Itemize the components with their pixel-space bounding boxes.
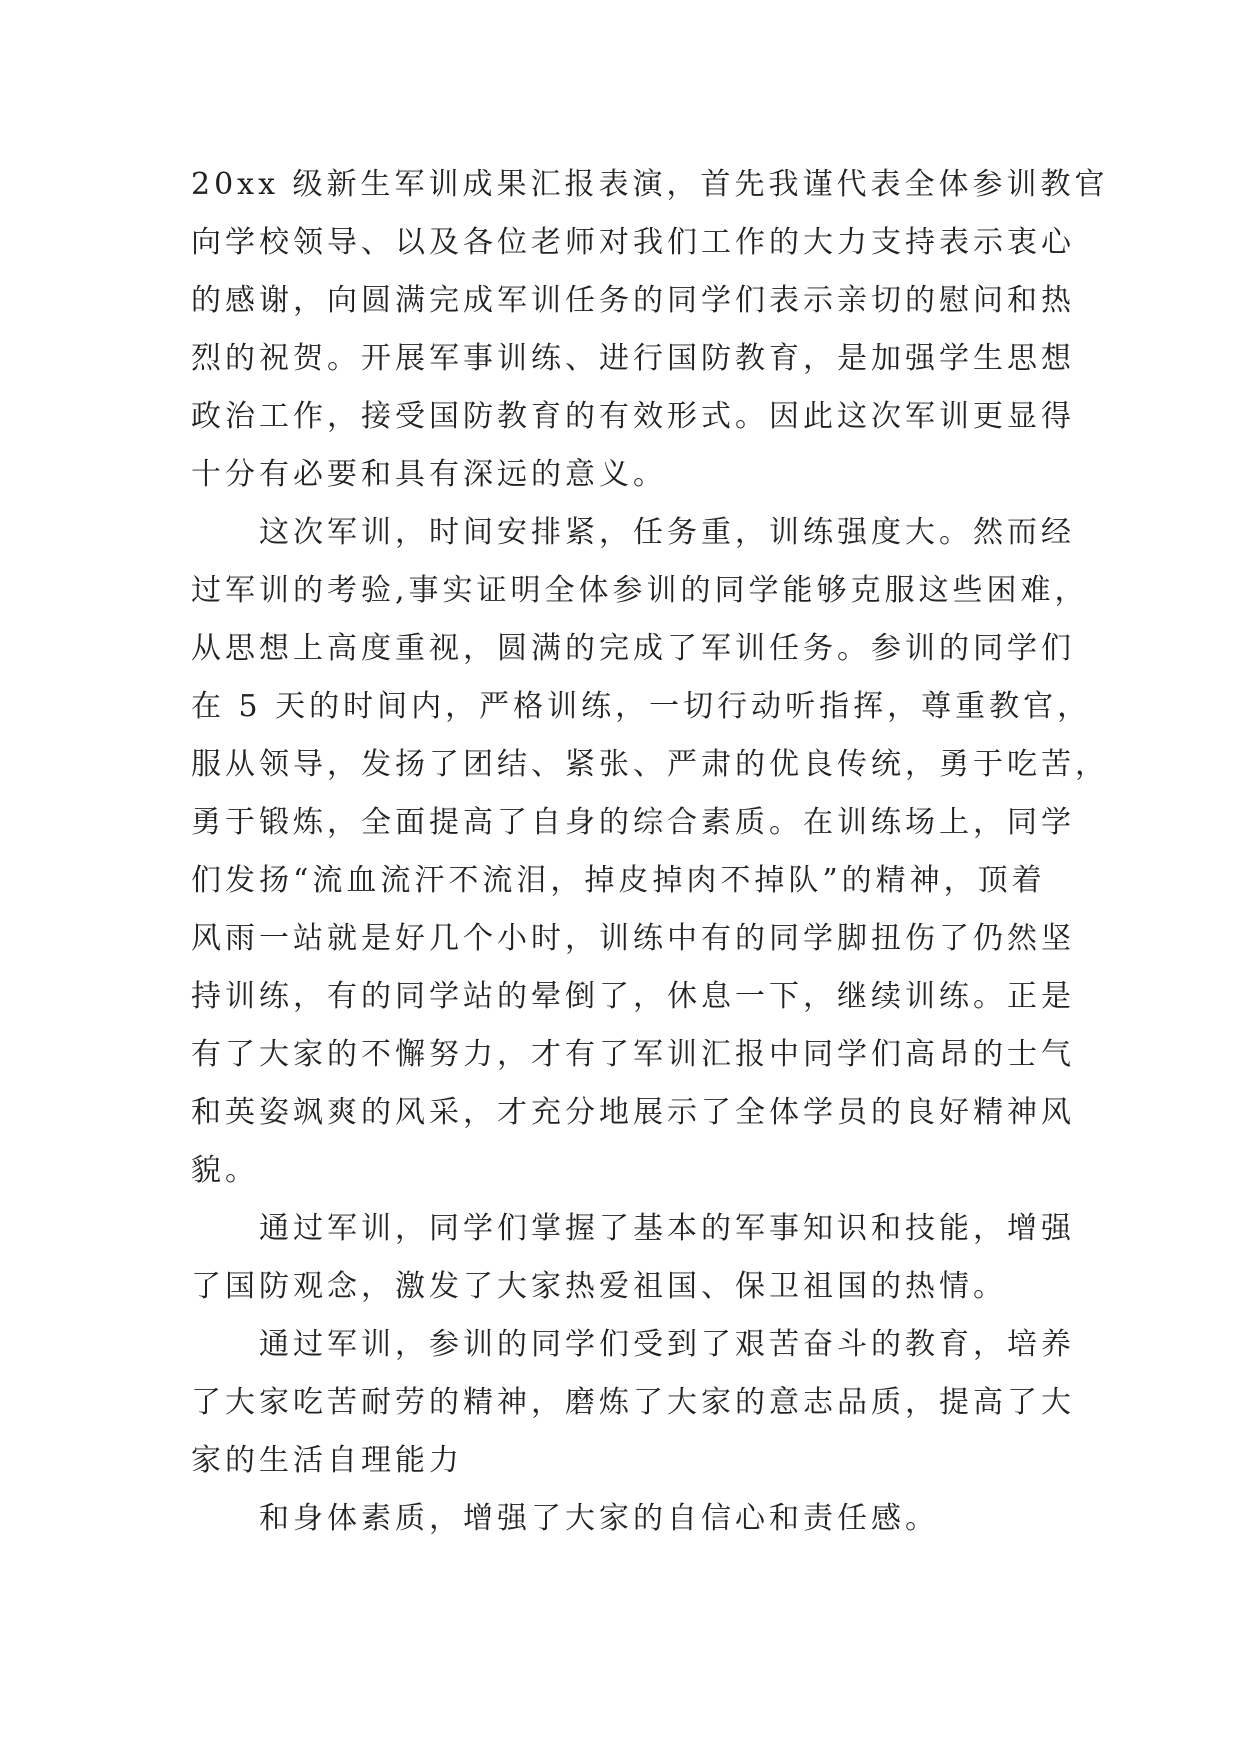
text-line: 貌。 (191, 1153, 259, 1188)
text-line: 家的生活自理能力 (191, 1443, 463, 1478)
text-line: 这次军训，时间安排紧，任务重，训练强度大。然而经 (191, 515, 1075, 550)
text-line: 通过军训，参训的同学们受到了艰苦奋斗的教育，培养 (191, 1327, 1075, 1362)
text-line: 们发扬“流血流汗不流泪，掉皮掉肉不掉队”的精神，顶着 (191, 863, 1046, 898)
text-line: 从思想上高度重视，圆满的完成了军训任务。参训的同学们 (191, 631, 1075, 666)
text-line: 风雨一站就是好几个小时，训练中有的同学脚扭伤了仍然坚 (191, 921, 1075, 956)
text-line: 勇于锻炼，全面提高了自身的综合素质。在训练场上，同学 (191, 805, 1075, 840)
text-line: 持训练，有的同学站的晕倒了，休息一下，继续训练。正是 (191, 979, 1075, 1014)
text-line: 烈的祝贺。开展军事训练、进行国防教育，是加强学生思想 (191, 341, 1075, 376)
text-line: 政治工作，接受国防教育的有效形式。因此这次军训更显得 (191, 399, 1075, 434)
text-line: 十分有必要和具有深远的意义。 (191, 457, 667, 492)
text-line: 向学校领导、以及各位老师对我们工作的大力支持表示衷心 (191, 225, 1075, 260)
text-line: 和身体素质，增强了大家的自信心和责任感。 (191, 1501, 939, 1536)
text-line: 有了大家的不懈努力，才有了军训汇报中同学们高昂的士气 (191, 1037, 1075, 1072)
text-line: 服从领导，发扬了团结、紧张、严肃的优良传统，勇于吃苦， (191, 747, 1109, 782)
text-line: 通过军训，同学们掌握了基本的军事知识和技能，增强 (191, 1211, 1075, 1246)
text-line: 20xx 级新生军训成果汇报表演，首先我谨代表全体参训教官 (191, 167, 1109, 202)
text-line: 了大家吃苦耐劳的精神，磨炼了大家的意志品质，提高了大 (191, 1385, 1075, 1420)
text-line: 在 5 天的时间内，严格训练，一切行动听指挥，尊重教官， (191, 689, 1092, 724)
document-body (191, 156, 1109, 1548)
text-line: 的感谢，向圆满完成军训任务的同学们表示亲切的慰问和热 (191, 283, 1075, 318)
text-line: 过军训的考验,事实证明全体参训的同学能够克服这些困难， (191, 573, 1089, 608)
text-line: 和英姿飒爽的风采，才充分地展示了全体学员的良好精神风 (191, 1095, 1075, 1130)
text-line: 了国防观念，激发了大家热爱祖国、保卫祖国的热情。 (191, 1269, 1007, 1304)
